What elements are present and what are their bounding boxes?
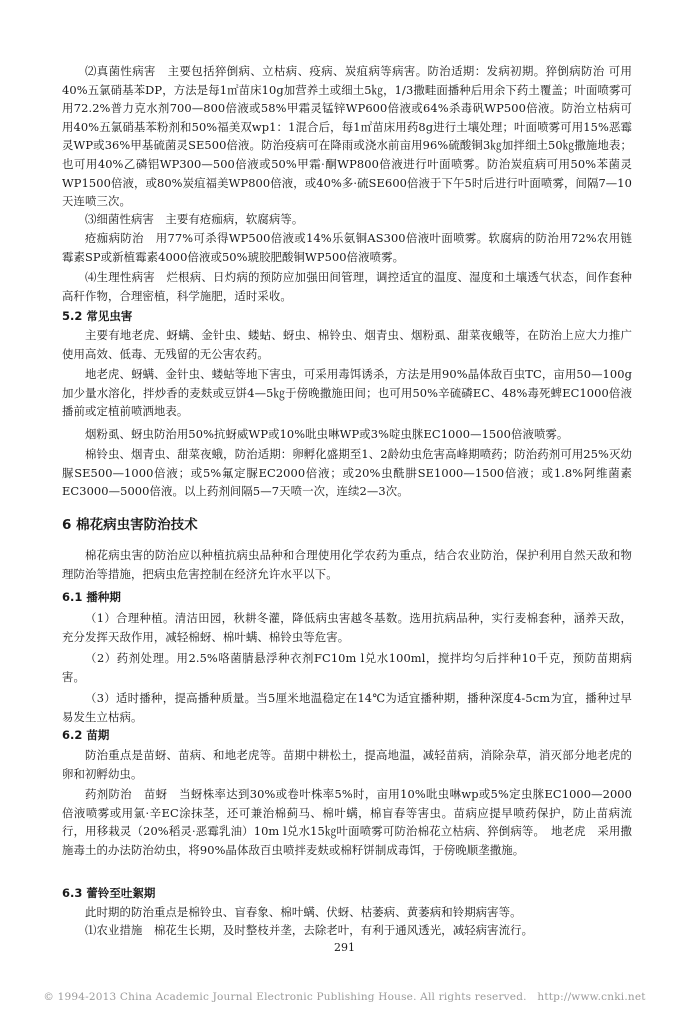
section-6-1-heading: 6.1 播种期	[62, 590, 121, 604]
section-6-2-heading: 6.2 苗期	[62, 728, 110, 742]
bacterial-disease-title: ⑶细菌性病害 主要有疮痂病，软腐病等。	[85, 212, 304, 226]
section-6-heading: 6 棉花病虫害防治技术	[62, 517, 198, 533]
section-5-2-heading: 5.2 常见虫害	[62, 309, 133, 323]
copyright-footer: © 1994-2013 China Academic Journal Electronic Publishing House. All rights reserved. http://www.cnki.net	[43, 991, 646, 1003]
physiological-disease-paragraph: ⑷生理性病害 烂根病、日灼病的预防应加强田间管理，调控适宜的温度、湿度和土壤透气状态，间作套种高秆作物，合理密植，科学施肥，适时采收。	[62, 270, 632, 303]
fungal-disease-paragraph: ⑵真菌性病害 主要包括猝倒病、立枯病、疫病、炭疽病等病害。防治适期：发病初期。猝倒病防治 可用40%五氯硝基苯DP，方法是每1㎡苗床10g加营养土或细土5㎏，1/3撒畦面播种后用余下药土覆盖；叶面喷雾可用72.2%普力克水剂700—800倍液或58%甲霜灵锰锌WP600倍液或64%杀毒矾WP500倍液。防治立枯病可用40%五氯硝基苯粉剂和50%福美双wp1：1混合后，每1㎡苗床用药8g进行土壤处理；叶面喷雾可用15%恶霉灵WP或36%甲基硫菌灵SE500倍液。防治疫病可在降雨或浇水前亩用96%硫酸铜3㎏加拌细土50㎏撒施地表；也可用40%乙磷铝WP300—500倍液或50%甲霜·酮WP800倍液进行叶面喷雾。防治炭疽病可用50%苯菌灵WP1500倍液，或80%炭疽福美WP800倍液，或40%多·硫SE600倍液于下午5时后进行叶面喷雾，间隔7—10天连喷三次。	[62, 64, 632, 209]
sowing-measure-3: （3）适时播种，提高播种质量。当5厘米地温稳定在14℃为适宜播种期，播种深度4-5cm为宜，播种过早易发生立枯病。	[62, 691, 632, 724]
boll-stage-focus-paragraph: 此时期的防治重点是棉铃虫、盲春象、棉叶螨、伏蚜、枯萎病、黄萎病和铃期病害等。	[85, 905, 522, 919]
pests-intro-paragraph: 主要有地老虎、蚜螨、金针虫、蝼蛄、蚜虫、棉铃虫、烟青虫、烟粉虱、甜菜夜蛾等，在防治上应大力推广使用高效、低毒、无残留的无公害农药。	[62, 328, 632, 361]
seedling-chemical-paragraph: 药剂防治 苗蚜 当蚜株率达到30%或卷叶株率5%时，亩用10%吡虫啉wp或5%定虫脒EC1000—2000倍液喷雾或用氯·辛EC涂抹茎，还可兼治棉蓟马、棉叶螨，棉盲春等害虫。苗病应提早喷药保护，防止苗病流行，用移栽灵（20%稻灵·恶霉乳油）10m l兑水15㎏叶面喷雾可防治棉花立枯病、猝倒病等。 地老虎 采用撒施毒土的办法防治幼虫，将90%晶体敌百虫喷拌麦麸或棉籽饼制成毒饵，于傍晚顺垄撒施。	[62, 787, 632, 857]
section-6-3-heading: 6.3 蕾铃至吐絮期	[62, 886, 156, 900]
section-6-intro-paragraph: 棉花病虫害的防治应以种植抗病虫品种和合理使用化学农药为重点，结合农业防治，保护利用自然天敌和物理防治等措施，把病虫危害控制在经济允许水平以下。	[62, 548, 632, 581]
page-number: 291	[334, 941, 355, 954]
ground-pests-paragraph: 地老虎、蚜螨、金针虫、蝼蛄等地下害虫，可采用毒饵诱杀，方法是用90%晶体敌百虫TC，亩用50—100g加少量水溶化，拌炒香的麦麸或豆饼4—5㎏于傍晚撒施田间；也可用50%辛硫磷EC、48%毒死蜱EC1000倍液播前或定植前喷洒地表。	[62, 367, 632, 419]
sowing-measure-2: （2）药剂处理。用2.5%咯菌腈悬浮种衣剂FC10m l兑水100ml，搅拌均匀后拌种10千克，预防苗期病害。	[62, 651, 632, 684]
sowing-measure-1: （1）合理种植。清洁田园，秋耕冬灌，降低病虫害越冬基数。选用抗病品种，实行麦棉套种，涵养天敌，充分发挥天敌作用，减轻棉蚜、棉叶螨、棉铃虫等危害。	[62, 611, 632, 644]
bollworm-paragraph: 棉铃虫、烟青虫、甜菜夜蛾，防治适期：卵孵化盛期至1、2龄幼虫危害高峰期喷药；防治药剂可用25%灭幼脲SE500—1000倍液；或5%氟定脲EC2000倍液；或20%虫酰肼SE1000—1500倍液；或1.8%阿维菌素EC3000—5000倍液。以上药剂间隔5—7天喷一次，连续2—3次。	[62, 447, 632, 499]
seedling-focus-paragraph: 防治重点是苗蚜、苗病、和地老虎等。苗期中耕松土，提高地温，减轻苗病，消除杂草，消灭部分地老虎的卵和初孵幼虫。	[62, 748, 632, 781]
agricultural-measures-paragraph: ⑴农业措施 棉花生长期，及时整枝并垄，去除老叶，有利于通风透光，减轻病害流行。	[85, 923, 534, 937]
bacterial-disease-paragraph: 疮痂病防治 用77%可杀得WP500倍液或14%乐氨铜AS300倍液叶面喷雾。软腐病的防治用72%农用链霉素SP或新植霉素4000倍液或50%琥胶肥酸铜WP500倍液喷雾。	[62, 231, 632, 264]
whitefly-paragraph: 烟粉虱、蚜虫防治用50%抗蚜威WP或10%吡虫啉WP或3%啶虫脒EC1000—1500倍液喷雾。	[85, 427, 569, 441]
